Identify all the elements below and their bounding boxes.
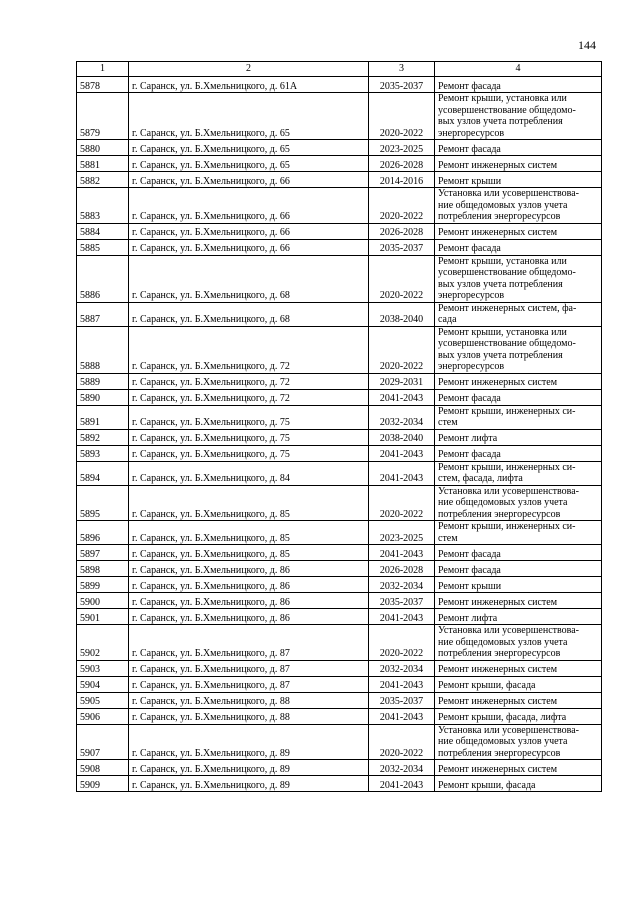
- row-period: 2032-2034: [369, 577, 435, 593]
- row-address: г. Саранск, ул. Б.Хмельницкого, д. 75: [129, 429, 369, 445]
- column-header-1: 1: [77, 62, 129, 77]
- row-address: г. Саранск, ул. Б.Хмельницкого, д. 72: [129, 326, 369, 373]
- table-row: [77, 429, 602, 445]
- work-line: Ремонт крыши: [438, 175, 502, 187]
- work-line: усовершенствование общедомо-: [438, 338, 576, 349]
- work-line: энергоресурсов: [438, 361, 505, 372]
- row-work-type: [435, 77, 602, 93]
- column-header-4: 4: [435, 62, 602, 77]
- work-line: стем: [438, 532, 458, 544]
- table-row: [77, 776, 602, 792]
- row-address: г. Саранск, ул. Б.Хмельницкого, д. 75: [129, 445, 369, 461]
- work-line: потребления энергоресурсов: [438, 747, 561, 759]
- row-period: 2032-2034: [369, 405, 435, 429]
- row-address: г. Саранск, ул. Б.Хмельницкого, д. 61А: [129, 77, 369, 93]
- row-work-type: [435, 389, 602, 405]
- work-line: Ремонт фасада: [438, 449, 501, 460]
- work-line: ние общедомовых узлов учета: [438, 199, 568, 211]
- row-number: 5887: [77, 302, 129, 326]
- row-period: 2041-2043: [369, 445, 435, 461]
- table-row: [77, 302, 602, 326]
- work-line: Ремонт крыши, фасада: [438, 779, 536, 791]
- row-period: 2032-2034: [369, 760, 435, 776]
- row-number: 5890: [77, 389, 129, 405]
- work-line: Ремонт фасада: [438, 393, 501, 404]
- row-period: 2020-2022: [369, 625, 435, 661]
- work-line: Установка или усовершенствова-: [438, 485, 580, 497]
- row-address: г. Саранск, ул. Б.Хмельницкого, д. 66: [129, 172, 369, 188]
- row-number: 5888: [77, 326, 129, 373]
- work-line: Ремонт инженерных систем, фа-: [438, 302, 577, 314]
- work-line: Ремонт инженерных систем: [438, 696, 558, 707]
- row-work-type: [435, 239, 602, 255]
- row-number: 5879: [77, 93, 129, 140]
- row-period: 2020-2022: [369, 93, 435, 140]
- work-line: Ремонт инженерных систем: [438, 763, 558, 775]
- row-number: 5891: [77, 405, 129, 429]
- column-header-2: 2: [129, 62, 369, 77]
- row-period: 2014-2016: [369, 172, 435, 188]
- row-address: г. Саранск, ул. Б.Хмельницкого, д. 75: [129, 405, 369, 429]
- row-address: г. Саранск, ул. Б.Хмельницкого, д. 65: [129, 93, 369, 140]
- row-work-type: [435, 188, 602, 224]
- table-row: [77, 239, 602, 255]
- row-work-type: [435, 625, 602, 661]
- work-line: сада: [438, 314, 457, 325]
- row-work-type: [435, 692, 602, 708]
- work-line: ние общедомовых узлов учета: [438, 636, 568, 648]
- row-work-type: [435, 561, 602, 577]
- row-address: г. Саранск, ул. Б.Хмельницкого, д. 87: [129, 676, 369, 692]
- table-row: [77, 708, 602, 724]
- row-period: 2041-2043: [369, 609, 435, 625]
- row-number: 5908: [77, 760, 129, 776]
- work-line: ние общедомовых узлов учета: [438, 497, 568, 508]
- work-line: энергоресурсов: [438, 127, 505, 139]
- row-period: 2041-2043: [369, 676, 435, 692]
- row-number: 5904: [77, 676, 129, 692]
- work-line: Ремонт инженерных систем: [438, 377, 558, 388]
- row-address: г. Саранск, ул. Б.Хмельницкого, д. 65: [129, 140, 369, 156]
- row-number: 5907: [77, 724, 129, 760]
- work-line: Ремонт крыши, фасада, лифта: [438, 712, 567, 723]
- row-work-type: [435, 724, 602, 760]
- row-work-type: [435, 326, 602, 373]
- row-number: 5903: [77, 660, 129, 676]
- table-row: [77, 373, 602, 389]
- table-row: [77, 485, 602, 521]
- row-address: г. Саранск, ул. Б.Хмельницкого, д. 66: [129, 188, 369, 224]
- row-address: г. Саранск, ул. Б.Хмельницкого, д. 66: [129, 223, 369, 239]
- page-number: 144: [578, 38, 596, 52]
- work-line: Ремонт крыши, установка или: [438, 255, 567, 267]
- table-row: [77, 593, 602, 609]
- table-row: [77, 625, 602, 661]
- work-line: Установка или усовершенствова-: [438, 188, 580, 199]
- row-period: 2020-2022: [369, 326, 435, 373]
- work-line: ние общедомовых узлов учета: [438, 736, 568, 747]
- row-period: 2023-2025: [369, 521, 435, 545]
- row-address: г. Саранск, ул. Б.Хмельницкого, д. 87: [129, 625, 369, 661]
- row-work-type: [435, 485, 602, 521]
- row-period: 2026-2028: [369, 561, 435, 577]
- row-address: г. Саранск, ул. Б.Хмельницкого, д. 86: [129, 561, 369, 577]
- work-line: усовершенствование общедомо-: [438, 267, 576, 278]
- row-address: г. Саранск, ул. Б.Хмельницкого, д. 85: [129, 545, 369, 561]
- table-row: [77, 676, 602, 692]
- table-row: [77, 521, 602, 545]
- work-line: Ремонт фасада: [438, 243, 501, 254]
- row-period: 2041-2043: [369, 389, 435, 405]
- work-line: Ремонт лифта: [438, 433, 498, 444]
- work-line: Ремонт крыши, инженерных си-: [438, 461, 576, 473]
- row-period: 2035-2037: [369, 77, 435, 93]
- work-line: стем, фасада, лифта: [438, 473, 523, 484]
- table-row: [77, 660, 602, 676]
- row-address: г. Саранск, ул. Б.Хмельницкого, д. 89: [129, 724, 369, 760]
- row-period: 2038-2040: [369, 429, 435, 445]
- row-address: г. Саранск, ул. Б.Хмельницкого, д. 89: [129, 776, 369, 792]
- row-number: 5882: [77, 172, 129, 188]
- table-row: [77, 445, 602, 461]
- row-period: 2026-2028: [369, 223, 435, 239]
- row-number: 5906: [77, 708, 129, 724]
- work-line: вых узлов учета потребления: [438, 278, 563, 290]
- row-work-type: [435, 156, 602, 172]
- row-number: 5878: [77, 77, 129, 93]
- table-row: [77, 577, 602, 593]
- row-address: г. Саранск, ул. Б.Хмельницкого, д. 86: [129, 609, 369, 625]
- row-number: 5905: [77, 692, 129, 708]
- row-work-type: [435, 373, 602, 389]
- work-line: Ремонт инженерных систем: [438, 227, 558, 238]
- table-row: [77, 255, 602, 302]
- row-address: г. Саранск, ул. Б.Хмельницкого, д. 85: [129, 485, 369, 521]
- row-number: 5894: [77, 461, 129, 485]
- table-body: [77, 77, 602, 792]
- row-work-type: [435, 172, 602, 188]
- table-row: [77, 724, 602, 760]
- row-period: 2041-2043: [369, 461, 435, 485]
- row-period: 2035-2037: [369, 239, 435, 255]
- work-line: Ремонт фасада: [438, 548, 501, 560]
- row-number: 5896: [77, 521, 129, 545]
- work-line: энергоресурсов: [438, 290, 505, 301]
- row-address: г. Саранск, ул. Б.Хмельницкого, д. 86: [129, 577, 369, 593]
- row-period: 2020-2022: [369, 188, 435, 224]
- row-work-type: [435, 255, 602, 302]
- work-line: Ремонт фасада: [438, 80, 501, 92]
- table-row: [77, 77, 602, 93]
- row-address: г. Саранск, ул. Б.Хмельницкого, д. 84: [129, 461, 369, 485]
- row-address: г. Саранск, ул. Б.Хмельницкого, д. 65: [129, 156, 369, 172]
- row-work-type: [435, 405, 602, 429]
- row-period: 2035-2037: [369, 593, 435, 609]
- table-row: [77, 156, 602, 172]
- row-address: г. Саранск, ул. Б.Хмельницкого, д. 86: [129, 593, 369, 609]
- row-address: г. Саранск, ул. Б.Хмельницкого, д. 66: [129, 239, 369, 255]
- work-line: Ремонт крыши, инженерных си-: [438, 405, 576, 417]
- table-header: [77, 62, 602, 77]
- row-address: г. Саранск, ул. Б.Хмельницкого, д. 87: [129, 660, 369, 676]
- work-line: Ремонт крыши: [438, 580, 502, 592]
- row-period: 2041-2043: [369, 545, 435, 561]
- row-number: 5909: [77, 776, 129, 792]
- table-row: [77, 389, 602, 405]
- work-line: Ремонт крыши, установка или: [438, 326, 567, 338]
- row-number: 5886: [77, 255, 129, 302]
- work-line: Ремонт крыши, фасада: [438, 680, 536, 691]
- column-header-3: 3: [369, 62, 435, 77]
- row-number: 5889: [77, 373, 129, 389]
- row-number: 5893: [77, 445, 129, 461]
- row-period: 2023-2025: [369, 140, 435, 156]
- work-line: Установка или усовершенствова-: [438, 724, 580, 736]
- row-number: 5899: [77, 577, 129, 593]
- repair-schedule-table: [76, 61, 602, 792]
- row-address: г. Саранск, ул. Б.Хмельницкого, д. 72: [129, 373, 369, 389]
- work-line: Ремонт лифта: [438, 612, 498, 624]
- row-address: г. Саранск, ул. Б.Хмельницкого, д. 68: [129, 302, 369, 326]
- row-work-type: [435, 93, 602, 140]
- row-period: 2029-2031: [369, 373, 435, 389]
- row-period: 2041-2043: [369, 776, 435, 792]
- row-address: г. Саранск, ул. Б.Хмельницкого, д. 68: [129, 255, 369, 302]
- row-number: 5880: [77, 140, 129, 156]
- row-number: 5895: [77, 485, 129, 521]
- work-line: Ремонт инженерных систем: [438, 596, 558, 608]
- row-work-type: [435, 660, 602, 676]
- row-address: г. Саранск, ул. Б.Хмельницкого, д. 89: [129, 760, 369, 776]
- work-line: Ремонт крыши, инженерных си-: [438, 521, 576, 532]
- work-line: вых узлов учета потребления: [438, 349, 563, 361]
- work-line: стем: [438, 417, 458, 428]
- work-line: Ремонт инженерных систем: [438, 664, 558, 675]
- table-row: [77, 405, 602, 429]
- row-work-type: [435, 461, 602, 485]
- row-address: г. Саранск, ул. Б.Хмельницкого, д. 88: [129, 708, 369, 724]
- row-number: 5900: [77, 593, 129, 609]
- row-period: 2026-2028: [369, 156, 435, 172]
- row-period: 2020-2022: [369, 724, 435, 760]
- row-work-type: [435, 302, 602, 326]
- row-period: 2020-2022: [369, 485, 435, 521]
- row-work-type: [435, 545, 602, 561]
- work-line: потребления энергоресурсов: [438, 648, 561, 659]
- table-row: [77, 609, 602, 625]
- table-row: [77, 561, 602, 577]
- row-number: 5885: [77, 239, 129, 255]
- work-line: Установка или усовершенствова-: [438, 625, 580, 636]
- row-number: 5898: [77, 561, 129, 577]
- row-work-type: [435, 593, 602, 609]
- work-line: Ремонт инженерных систем: [438, 159, 558, 171]
- table-row: [77, 461, 602, 485]
- work-line: Ремонт фасада: [438, 564, 501, 576]
- header-row: [77, 62, 602, 77]
- row-address: г. Саранск, ул. Б.Хмельницкого, д. 85: [129, 521, 369, 545]
- table-row: [77, 172, 602, 188]
- table-row: [77, 326, 602, 373]
- row-number: 5884: [77, 223, 129, 239]
- row-address: г. Саранск, ул. Б.Хмельницкого, д. 88: [129, 692, 369, 708]
- table-row: [77, 93, 602, 140]
- row-work-type: [435, 140, 602, 156]
- row-work-type: [435, 577, 602, 593]
- work-line: усовершенствование общедомо-: [438, 104, 576, 116]
- table-row: [77, 545, 602, 561]
- row-period: 2038-2040: [369, 302, 435, 326]
- row-period: 2032-2034: [369, 660, 435, 676]
- table-row: [77, 188, 602, 224]
- table-row: [77, 692, 602, 708]
- table-row: [77, 140, 602, 156]
- row-work-type: [435, 760, 602, 776]
- work-line: вых узлов учета потребления: [438, 116, 563, 127]
- row-number: 5897: [77, 545, 129, 561]
- row-work-type: [435, 429, 602, 445]
- row-work-type: [435, 708, 602, 724]
- row-number: 5892: [77, 429, 129, 445]
- row-number: 5883: [77, 188, 129, 224]
- row-period: 2020-2022: [369, 255, 435, 302]
- row-period: 2035-2037: [369, 692, 435, 708]
- work-line: потребления энергоресурсов: [438, 508, 561, 520]
- row-number: 5881: [77, 156, 129, 172]
- work-line: Ремонт фасада: [438, 143, 501, 155]
- row-number: 5901: [77, 609, 129, 625]
- row-number: 5902: [77, 625, 129, 661]
- work-line: потребления энергоресурсов: [438, 211, 561, 222]
- table-row: [77, 760, 602, 776]
- row-work-type: [435, 609, 602, 625]
- work-line: Ремонт крыши, установка или: [438, 93, 567, 104]
- row-work-type: [435, 676, 602, 692]
- row-work-type: [435, 521, 602, 545]
- row-work-type: [435, 445, 602, 461]
- row-work-type: [435, 776, 602, 792]
- row-work-type: [435, 223, 602, 239]
- row-period: 2041-2043: [369, 708, 435, 724]
- row-address: г. Саранск, ул. Б.Хмельницкого, д. 72: [129, 389, 369, 405]
- table-row: [77, 223, 602, 239]
